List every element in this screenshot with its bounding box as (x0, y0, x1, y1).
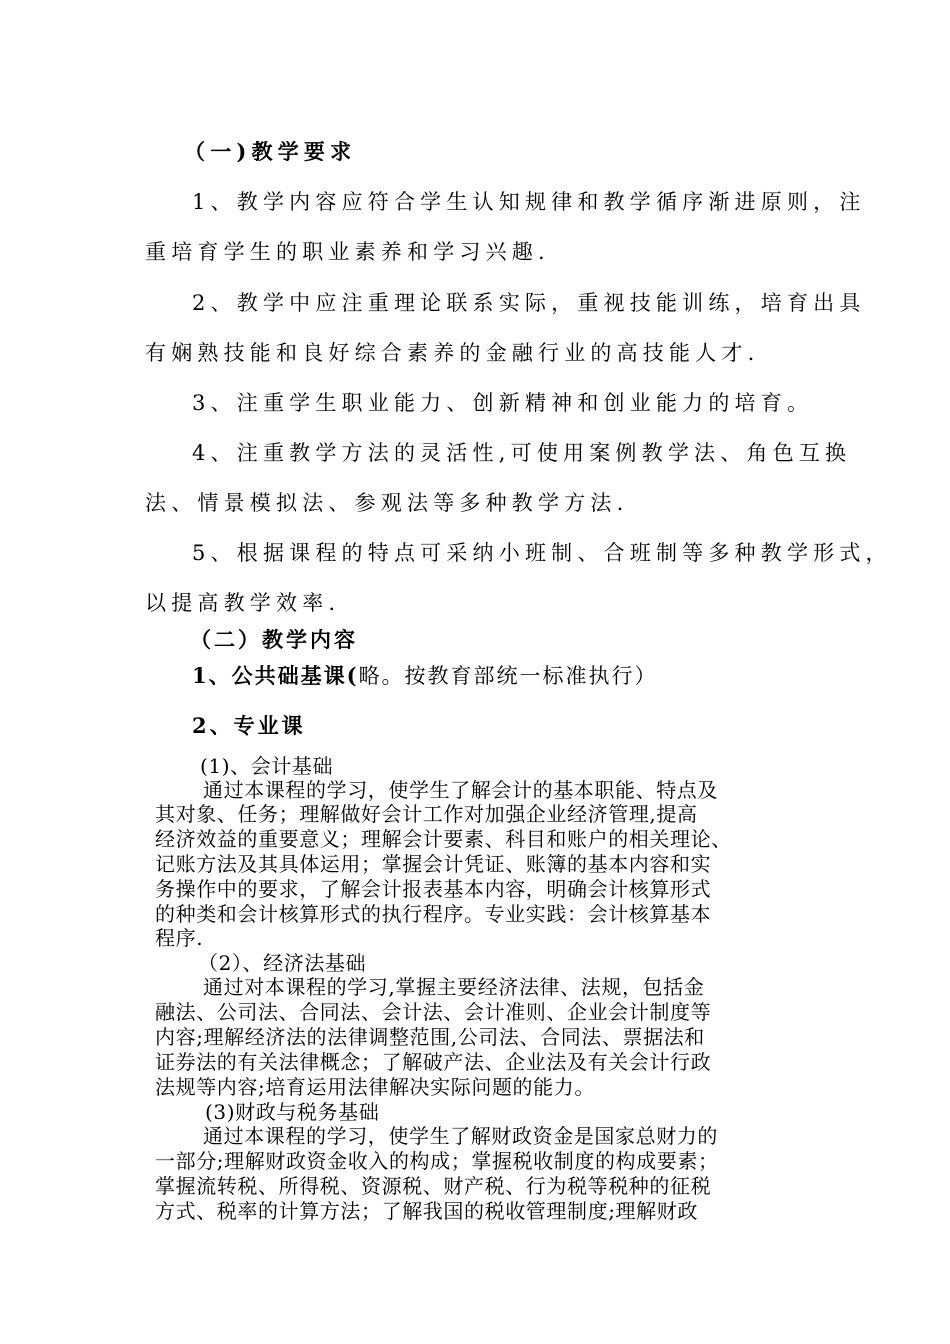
course-1-line: 其对象、任务；理解做好会计工作对加强企业经济管理,提高 (155, 802, 698, 826)
course-1-line: 务操作中的要求，了解会计报表基本内容，明确会计核算形式 (155, 877, 712, 901)
course-1-line: 的种类和会计核算形式的执行程序。专业实践：会计核算基本 (155, 902, 712, 926)
requirement-3-line1: 3、注重学生职业能力、创新精神和创业能力的培育。 (192, 391, 814, 415)
requirement-1-line2: 重培育学生的职业素养和学习兴趣. (145, 240, 550, 264)
public-course-label: 1、公共础基课( (192, 663, 359, 688)
section-heading-teaching-content: （二）教学内容 (190, 627, 358, 652)
course-1-line: 通过本课程的学习，使学生了解会计的基本职能、特点及 (203, 778, 718, 802)
course-2-line: 融法、公司法、合同法、会计法、会计准则、企业会计制度等 (155, 1000, 712, 1024)
requirement-5-line1: 5、根据课程的特点可采纳小班制、合班制等多种教学形式， (192, 541, 892, 565)
public-course-note: 略。按教育部统一标准执行） (358, 664, 658, 688)
course-2-line: 内容;理解经济法的法律调整范围,公司法、合同法、票据法和 (155, 1025, 705, 1049)
course-2-line: 法规等内容;培育运用法律解决实际问题的能力。 (155, 1075, 595, 1099)
professional-course-heading: 2、专业课 (192, 713, 306, 738)
course-1-line: 程序. (155, 926, 204, 950)
course-2-line: 证券法的有关法律概念；了解破产法、企业法及有关会计行政 (155, 1050, 712, 1074)
requirement-4-line2: 法、情景模拟法、参观法等多种教学方法. (145, 491, 629, 515)
course-3-line: 一部分;理解财政资金收入的构成；掌握税收制度的构成要素； (155, 1149, 719, 1173)
course-1-line: 记账方法及其具体运用；掌握会计凭证、账簿的基本内容和实 (155, 852, 712, 876)
course-2-title: （2）、经济法基础 (198, 951, 367, 975)
requirement-1-line1: 1、教学内容应符合学生认知规律和教学循序渐进原则，注 (192, 190, 866, 214)
course-3-line: 方式、税率的计算方法；了解我国的税收管理制度;理解财政 (155, 1199, 698, 1223)
course-3-title: (3)财政与税务基础 (205, 1100, 380, 1124)
requirement-4-line1: 4、注重教学方法的灵活性,可使用案例教学法、角色互换 (192, 441, 852, 465)
requirement-5-line2: 以提高教学效率. (145, 591, 341, 615)
course-3-line: 通过本课程的学习，使学生了解财政资金是国家总财力的 (203, 1124, 718, 1148)
course-1-line: 经济效益的重要意义；理解会计要素、科目和账户的相关理论、 (155, 827, 732, 851)
public-course-line (192, 660, 658, 690)
requirement-2-line2: 有娴熟技能和良好综合素养的金融行业的高技能人才. (145, 341, 760, 365)
section-heading-teaching-requirements: （一)教学要求 (184, 139, 357, 164)
course-2-line: 通过对本课程的学习,掌握主要经济法律、法规，包括金 (203, 975, 705, 999)
course-3-line: 掌握流转税、所得税、资源税、财产税、行为税等税种的征税 (155, 1174, 712, 1198)
course-1-title: (1)、会计基础 (200, 754, 334, 778)
requirement-2-line1: 2、教学中应注重理论联系实际，重视技能训练，培育出具 (192, 291, 866, 315)
